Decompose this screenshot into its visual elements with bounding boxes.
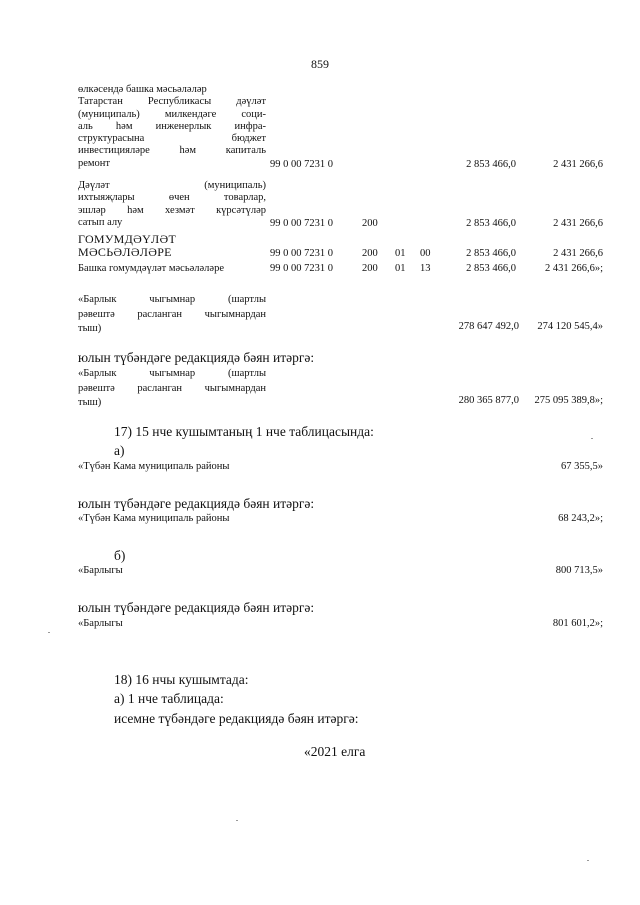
text-line: ремонт xyxy=(78,157,111,169)
page-number: 859 xyxy=(311,57,329,71)
text-line: аль һәм инженерлык инфра- xyxy=(78,120,266,132)
total-old-value-2021: 278 647 492,0 xyxy=(458,321,519,332)
table-row-procurement-label xyxy=(78,180,266,229)
row-a-old-value: 67 355,5» xyxy=(561,461,603,472)
scan-speck xyxy=(48,632,50,633)
item-18-heading: 18) 16 нчы кушымтада: xyxy=(114,672,249,687)
table-cell-value-2022: 2 431 266,6 xyxy=(553,248,603,259)
table-cell-value-2022: 2 431 266,6 xyxy=(553,159,603,170)
instruction-text: юлын түбәндәге редакциядә бәян итәргә: xyxy=(78,350,315,365)
subitem-a: а) xyxy=(114,443,125,458)
text-line: МӘСЬӘЛӘЛӘРЕ xyxy=(78,245,172,259)
text-line: сатып алу xyxy=(78,216,123,228)
table-cell-section: 01 xyxy=(395,263,406,274)
text-line: ГОМУМДӘҮЛӘТ xyxy=(78,232,177,246)
item-18-instruction: исемне түбәндәге редакциядә бәян итәргә: xyxy=(114,711,359,726)
table-cell-code: 99 0 00 7231 0 xyxy=(270,218,333,229)
text-line: өлкәсендә башка мәсьәләләр xyxy=(78,84,207,95)
table-cell-value-2021: 2 853 466,0 xyxy=(466,159,516,170)
table-cell-section: 01 xyxy=(395,248,406,259)
text-line: Татарстан Республикасы дәүләт xyxy=(78,96,266,108)
table-cell-expense-type: 200 xyxy=(362,248,378,259)
table-cell-expense-type: 200 xyxy=(362,218,378,229)
instruction-text: юлын түбәндәге редакциядә бәян итәргә: xyxy=(78,600,315,615)
year-quote: «2021 елга xyxy=(304,744,366,759)
text-line: структурасына бюджет xyxy=(78,133,266,145)
table-cell-value-2021: 2 853 466,0 xyxy=(466,263,516,274)
row-b-old-label: «Барлыгы xyxy=(78,565,123,576)
table-cell-subsection: 00 xyxy=(420,248,431,259)
row-b-new-label: «Барлыгы xyxy=(78,618,123,629)
text-line: «Барлык чыгымнар (шартлы xyxy=(78,368,266,379)
total-old-label xyxy=(78,293,266,337)
table-cell-code: 99 0 00 7231 0 xyxy=(270,159,333,170)
total-new-label xyxy=(78,367,266,411)
scan-speck xyxy=(587,860,589,861)
table-cell-code: 99 0 00 7231 0 xyxy=(270,263,333,274)
scan-speck xyxy=(591,438,593,439)
row-b-old-value: 800 713,5» xyxy=(555,565,603,576)
instruction-text: юлын түбәндәге редакциядә бәян итәргә: xyxy=(78,496,315,511)
text-line: (муниципаль) милкендәге соци- xyxy=(78,108,266,120)
table-cell-value-2022: 2 431 266,6 xyxy=(553,218,603,229)
row-b-new-value: 801 601,2»; xyxy=(552,618,603,629)
total-old-value-2022: 274 120 545,4» xyxy=(537,321,603,332)
scan-speck xyxy=(236,820,238,821)
table-cell-code: 99 0 00 7231 0 xyxy=(270,248,333,259)
table-cell-value-2021: 2 853 466,0 xyxy=(466,248,516,259)
table-cell-subsection: 13 xyxy=(420,263,431,274)
table-row-general-issues-label xyxy=(78,233,266,259)
item-17-heading: 17) 15 нче кушымтаның 1 нче таблицасында: xyxy=(114,424,374,439)
row-a-new-label: «Түбән Кама муниципаль районы xyxy=(78,513,230,524)
table-row-other-general-label: Башка гомумдәүләт мәсьәләләре xyxy=(78,263,224,274)
text-line: тыш) xyxy=(78,397,102,408)
table-cell-value-2022: 2 431 266,6»; xyxy=(544,263,603,274)
table-cell-value-2021: 2 853 466,0 xyxy=(466,218,516,229)
text-line: тыш) xyxy=(78,323,102,334)
table-row-capital-repair-label xyxy=(78,84,266,170)
total-new-value-2021: 280 365 877,0 xyxy=(458,395,519,406)
text-line: рәвештә расланган чыгымнардан xyxy=(78,308,266,320)
text-line: «Барлык чыгымнар (шартлы xyxy=(78,294,266,305)
subitem-b: б) xyxy=(114,548,126,563)
text-line: рәвештә расланган чыгымнардан xyxy=(78,382,266,394)
text-line: инвестицияләре һәм капиталь xyxy=(78,145,266,157)
text-line: эшләр һәм хезмәт күрсәтүләр xyxy=(78,204,266,216)
table-cell-expense-type: 200 xyxy=(362,263,378,274)
text-line: Дәүләт (муниципаль) xyxy=(78,180,266,191)
item-18-subitem-a: а) 1 нче таблицада: xyxy=(114,691,224,706)
text-line: ихтыяҗлары өчен товарлар, xyxy=(78,192,266,204)
row-a-old-label: «Түбән Кама муниципаль районы xyxy=(78,461,230,472)
row-a-new-value: 68 243,2»; xyxy=(558,513,603,524)
total-new-value-2022: 275 095 389,8»; xyxy=(534,395,603,406)
